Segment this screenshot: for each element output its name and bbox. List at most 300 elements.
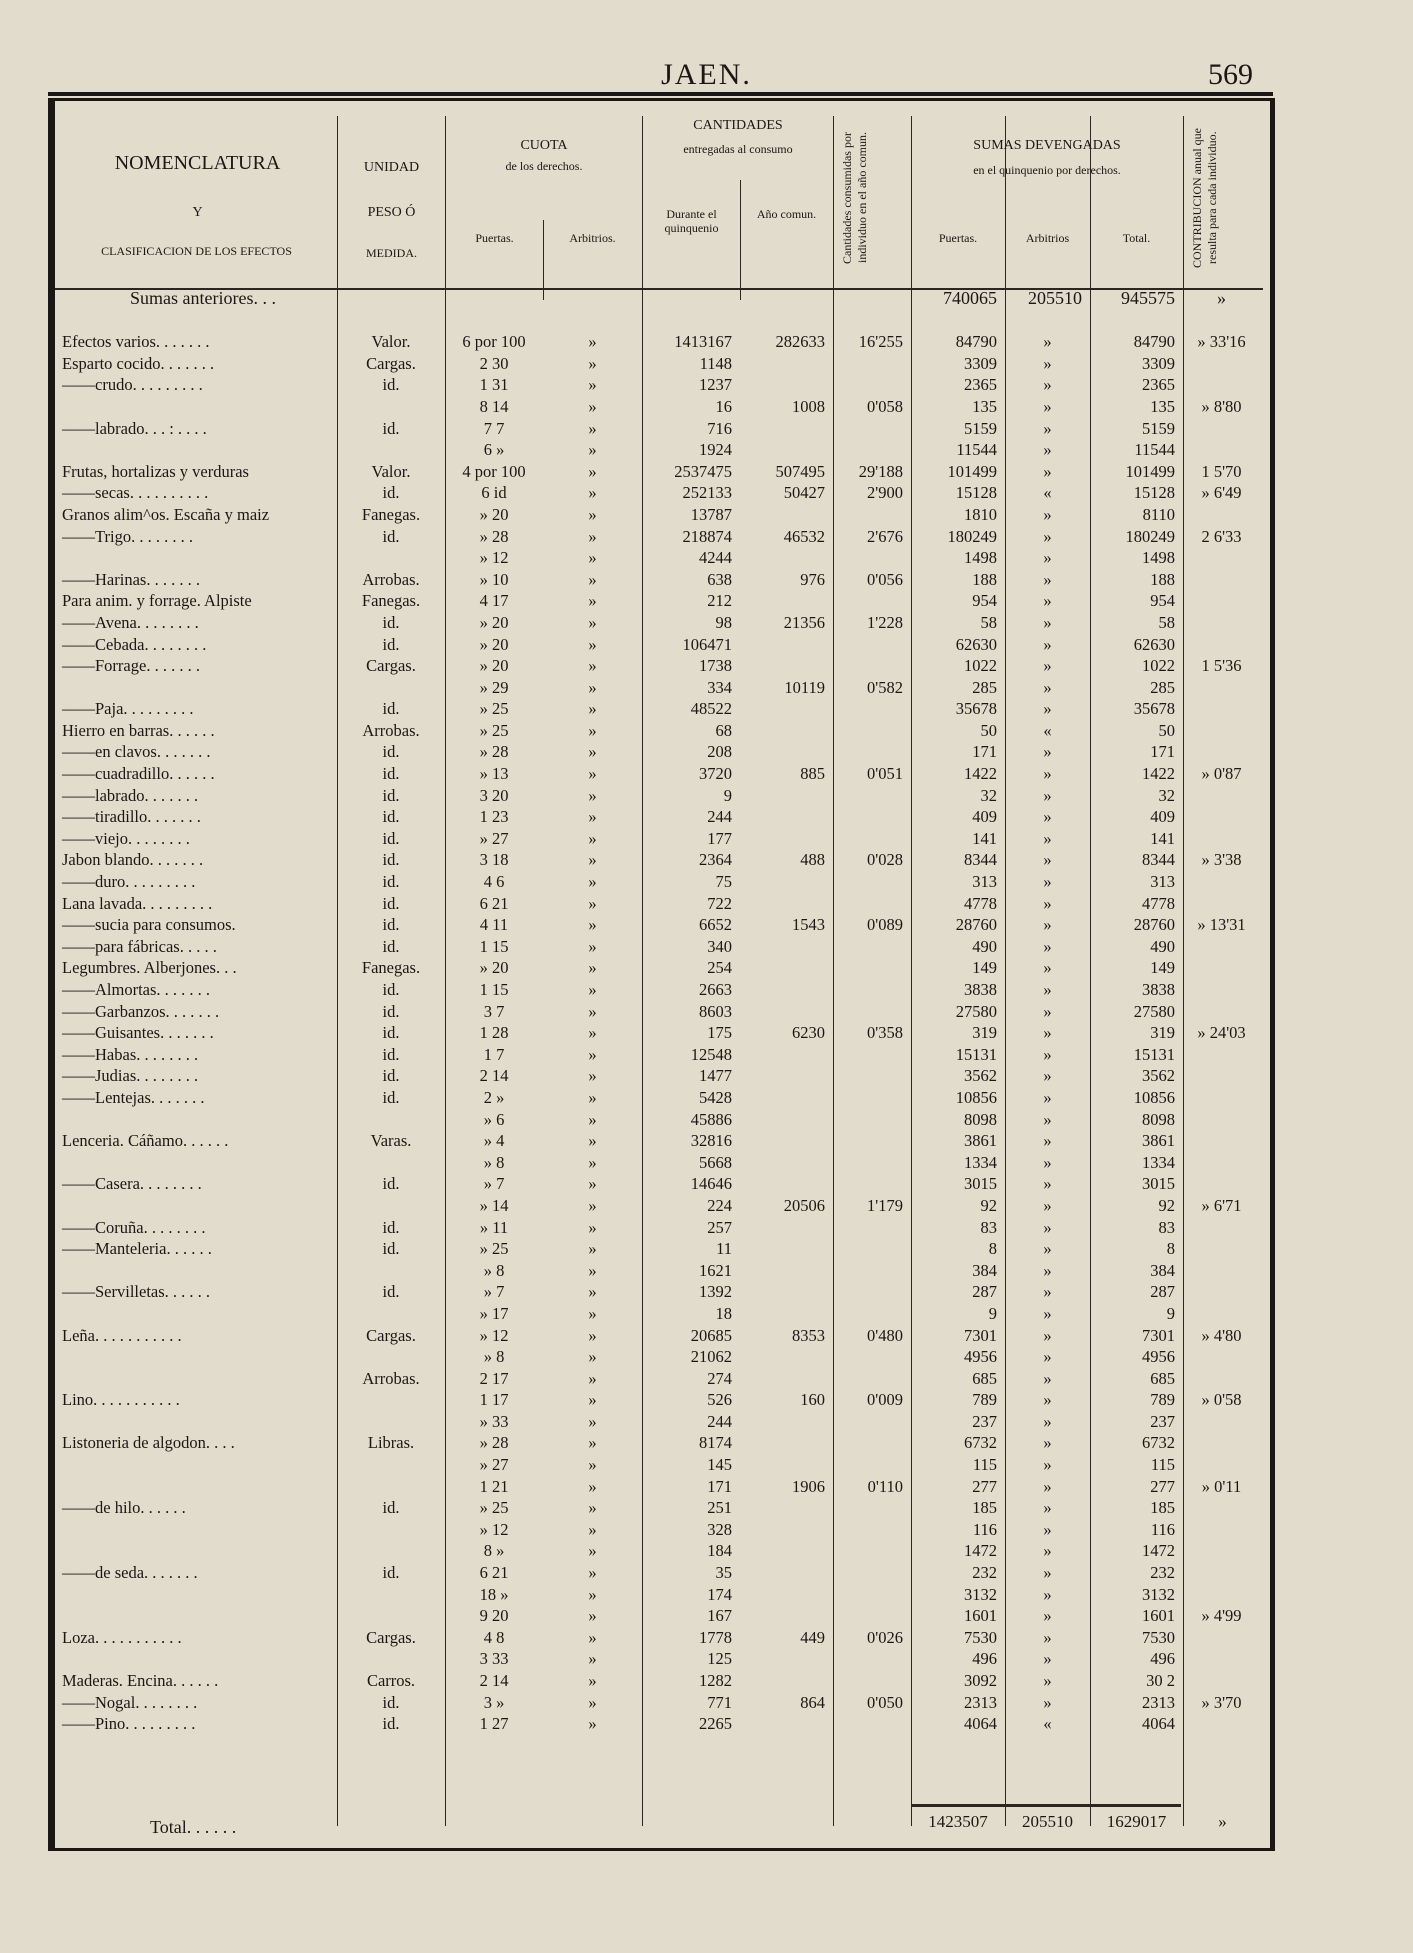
suma-total: 685 bbox=[1150, 1368, 1175, 1388]
header-contribucion: CONTRIBUCION anual que resulta para cada individuo. bbox=[1190, 128, 1219, 268]
cant-quinquenio: 98 bbox=[715, 612, 732, 632]
cuota-puertas: 3 18 bbox=[479, 850, 509, 870]
suma-total: 28760 bbox=[1133, 915, 1175, 935]
suma-arbitrios: » bbox=[1043, 1476, 1052, 1496]
suma-arbitrios: » bbox=[1043, 440, 1052, 460]
cuota-puertas: 1 23 bbox=[479, 807, 509, 827]
cuota-puertas: 6 id bbox=[481, 483, 507, 503]
cant-ano bbox=[740, 1281, 833, 1303]
cuota-arbitrios: » bbox=[588, 1606, 597, 1626]
cant-individuo bbox=[833, 1173, 911, 1195]
header-sumas-puertas: Puertas. bbox=[938, 231, 978, 245]
cant-individuo bbox=[833, 893, 911, 915]
cuota-arbitrios: » bbox=[588, 872, 597, 892]
cant-ano bbox=[740, 1584, 833, 1606]
suma-puertas: 28760 bbox=[955, 915, 997, 935]
suma-puertas bbox=[911, 310, 1005, 332]
suma-total: 15131 bbox=[1133, 1044, 1175, 1064]
unit: id. bbox=[382, 375, 400, 395]
contribucion bbox=[1183, 1260, 1260, 1282]
suma-arbitrios: » bbox=[1043, 1260, 1052, 1280]
unit: id. bbox=[382, 980, 400, 999]
cuota-puertas: 2 14 bbox=[479, 1671, 509, 1690]
suma-total: 27580 bbox=[1133, 1001, 1175, 1021]
contribucion bbox=[1183, 1432, 1260, 1454]
cant-ano: 885 bbox=[800, 764, 825, 784]
item-name: Hierro en barras. . . . . . bbox=[62, 720, 215, 740]
suma-puertas: 3838 bbox=[964, 980, 997, 999]
contribucion: » 4'99 bbox=[1201, 1606, 1242, 1626]
cuota-puertas: » 12 bbox=[479, 548, 509, 568]
cant-individuo: 0'058 bbox=[867, 396, 903, 416]
suma-puertas: 8344 bbox=[964, 850, 997, 870]
suma-puertas: 1810 bbox=[964, 504, 997, 524]
header-cuota-arbitrios: Arbitrios. bbox=[569, 231, 616, 245]
unit: id. bbox=[382, 1217, 400, 1237]
suma-total: 490 bbox=[1150, 936, 1175, 956]
cant-individuo bbox=[833, 720, 911, 742]
cuota-arbitrios: » bbox=[588, 483, 597, 503]
cuota-arbitrios: » bbox=[588, 1649, 597, 1669]
cant-individuo: 0'009 bbox=[867, 1390, 903, 1410]
contribucion bbox=[1183, 893, 1260, 915]
suma-arbitrios: » bbox=[1043, 396, 1052, 416]
unit bbox=[337, 1411, 445, 1433]
contribucion bbox=[1183, 1065, 1260, 1087]
suma-arbitrios: » bbox=[1043, 699, 1052, 719]
suma-total: 277 bbox=[1150, 1476, 1175, 1496]
cant-ano bbox=[740, 785, 833, 807]
cant-quinquenio: 14646 bbox=[690, 1174, 732, 1194]
contribucion bbox=[1183, 1109, 1260, 1131]
cuota-puertas: » 28 bbox=[479, 526, 509, 546]
cuota-arbitrios: » bbox=[588, 1152, 597, 1172]
suma-total: 8344 bbox=[1142, 850, 1175, 870]
suma-total: 7301 bbox=[1142, 1325, 1175, 1345]
suma-arbitrios: » bbox=[1043, 828, 1052, 848]
cant-ano bbox=[740, 634, 833, 656]
suma-puertas: 277 bbox=[972, 1476, 997, 1496]
cant-quinquenio: 1778 bbox=[699, 1627, 732, 1647]
suma-arbitrios: » bbox=[1043, 1411, 1052, 1431]
cuota-arbitrios: » bbox=[588, 1563, 597, 1583]
table-row bbox=[60, 634, 1260, 656]
contribucion bbox=[1183, 1540, 1260, 1562]
header-cantidades-sub: entregadas al consumo bbox=[683, 142, 793, 156]
suma-puertas: 3861 bbox=[964, 1131, 997, 1151]
contribucion bbox=[1183, 374, 1260, 396]
cant-individuo bbox=[833, 936, 911, 958]
unit bbox=[337, 1346, 445, 1368]
contribucion bbox=[1183, 677, 1260, 699]
cuota-arbitrios: » bbox=[588, 1217, 597, 1237]
suma-arbitrios: » bbox=[1043, 850, 1052, 870]
cant-ano: 488 bbox=[800, 850, 825, 870]
cant-ano bbox=[740, 1411, 833, 1433]
table-row bbox=[60, 374, 1260, 396]
cant-quinquenio: 184 bbox=[707, 1541, 732, 1561]
total-label: Total. . . . . . bbox=[150, 1817, 237, 1837]
cant-ano: 1543 bbox=[792, 915, 825, 935]
contribucion bbox=[1183, 741, 1260, 763]
cuota-arbitrios: » bbox=[588, 1001, 597, 1021]
cuota-puertas: 8 » bbox=[483, 1541, 505, 1561]
sumas-anteriores-row bbox=[60, 288, 1260, 310]
cant-quinquenio: 75 bbox=[715, 872, 732, 892]
cuota-puertas: » 28 bbox=[479, 1433, 509, 1453]
unit: id. bbox=[382, 742, 400, 762]
suma-total: 4956 bbox=[1142, 1347, 1175, 1367]
cant-individuo bbox=[833, 1605, 911, 1627]
cant-ano: 50427 bbox=[783, 483, 825, 503]
cant-quinquenio: 167 bbox=[707, 1606, 732, 1626]
suma-puertas: 62630 bbox=[955, 634, 997, 654]
suma-puertas: 4956 bbox=[964, 1347, 997, 1367]
unit: id. bbox=[382, 1066, 400, 1086]
cant-individuo bbox=[833, 1130, 911, 1152]
suma-total: 285 bbox=[1150, 677, 1175, 697]
cant-ano bbox=[740, 418, 833, 440]
suma-total: 1498 bbox=[1142, 548, 1175, 568]
cant-individuo bbox=[833, 1454, 911, 1476]
suma-puertas: 1334 bbox=[964, 1152, 997, 1172]
suma-total: 116 bbox=[1150, 1519, 1175, 1539]
table-row bbox=[60, 418, 1260, 440]
cant-individuo: 0'051 bbox=[867, 764, 903, 784]
cant-individuo bbox=[833, 1260, 911, 1282]
item-name: ——tiradillo. . . . . . . bbox=[62, 807, 201, 827]
item-name: ——Paja. . . . . . . . . bbox=[62, 699, 194, 719]
cuota-arbitrios: » bbox=[588, 1066, 597, 1086]
contribucion: » 0'11 bbox=[1201, 1476, 1242, 1496]
cant-ano bbox=[740, 655, 833, 677]
cuota-arbitrios: » bbox=[588, 1519, 597, 1539]
cant-quinquenio: 21062 bbox=[690, 1347, 732, 1367]
suma-arbitrios: » bbox=[1043, 980, 1052, 999]
cuota-puertas: 1 15 bbox=[479, 980, 509, 999]
cant-individuo bbox=[833, 590, 911, 612]
table-row bbox=[60, 612, 1260, 634]
cant-ano: 507495 bbox=[775, 461, 825, 481]
cuota-puertas: » 20 bbox=[479, 958, 509, 978]
cuota-arbitrios: » bbox=[588, 742, 597, 762]
contribucion bbox=[1183, 936, 1260, 958]
item-name bbox=[60, 1540, 337, 1562]
cuota-puertas: » 14 bbox=[479, 1195, 509, 1215]
cuota-puertas: 2 17 bbox=[479, 1368, 509, 1388]
cant-individuo: 29'188 bbox=[858, 461, 903, 481]
unit: id. bbox=[382, 1044, 400, 1064]
cuota-arbitrios: » bbox=[588, 332, 597, 352]
cuota-puertas: » 10 bbox=[479, 569, 509, 589]
suma-arbitrios: » bbox=[1043, 504, 1052, 524]
contribucion bbox=[1183, 569, 1260, 591]
unit bbox=[337, 1584, 445, 1606]
cant-quinquenio: 32816 bbox=[690, 1131, 732, 1151]
suma-total: 35678 bbox=[1133, 699, 1175, 719]
cant-quinquenio: 16 bbox=[715, 396, 732, 416]
table-row bbox=[60, 1109, 1260, 1131]
cant-quinquenio: 45886 bbox=[690, 1109, 732, 1129]
cant-ano bbox=[740, 1044, 833, 1066]
suma-arbitrios: » bbox=[1043, 1174, 1052, 1194]
suma-arbitrios: » bbox=[1043, 1282, 1052, 1302]
cuota-puertas: 3 » bbox=[483, 1692, 505, 1712]
table-row bbox=[60, 1195, 1260, 1217]
unit: id. bbox=[382, 1023, 400, 1043]
suma-puertas: 7301 bbox=[964, 1325, 997, 1345]
unit: id. bbox=[382, 1498, 400, 1518]
cant-quinquenio: 6652 bbox=[699, 915, 732, 935]
cuota-puertas: » 20 bbox=[479, 656, 509, 676]
contribucion bbox=[1183, 871, 1260, 893]
cant-quinquenio: 638 bbox=[707, 569, 732, 589]
cant-quinquenio: 1282 bbox=[699, 1671, 732, 1690]
suma-arbitrios: » bbox=[1043, 1671, 1052, 1690]
unit: Cargas. bbox=[366, 353, 416, 373]
suma-total: 319 bbox=[1150, 1023, 1175, 1043]
cuota-puertas: 2 30 bbox=[479, 353, 509, 373]
cuota-puertas: » 28 bbox=[479, 742, 509, 762]
unit bbox=[337, 1152, 445, 1174]
item-name: ——Habas. . . . . . . . bbox=[62, 1044, 199, 1064]
cuota-arbitrios: » bbox=[588, 1584, 597, 1604]
cant-ano: 976 bbox=[800, 569, 825, 589]
cant-quinquenio: 526 bbox=[707, 1390, 732, 1410]
page-number: 569 bbox=[1208, 58, 1253, 91]
header-cuota-puertas: Puertas. bbox=[475, 231, 514, 245]
suma-arbitrios: » bbox=[1043, 807, 1052, 827]
cuota-arbitrios: » bbox=[588, 612, 597, 632]
cant-individuo: 2'676 bbox=[867, 526, 903, 546]
item-name: Leña. . . . . . . . . . . bbox=[62, 1325, 182, 1345]
table-row bbox=[60, 828, 1260, 850]
contribucion: » 33'16 bbox=[1197, 332, 1246, 352]
cant-individuo bbox=[833, 1065, 911, 1087]
cuota-arbitrios: » bbox=[588, 569, 597, 589]
suma-puertas: 58 bbox=[980, 612, 997, 632]
item-name bbox=[60, 1476, 337, 1498]
cuota-puertas: 1 7 bbox=[483, 1044, 505, 1064]
cuota-arbitrios: » bbox=[588, 785, 597, 805]
suma-total: 789 bbox=[1150, 1390, 1175, 1410]
suma-arbitrios: « bbox=[1043, 1714, 1052, 1734]
total-total: 1629017 bbox=[1106, 1812, 1167, 1831]
item-name: ——Nogal. . . . . . . . bbox=[62, 1692, 198, 1712]
cant-ano bbox=[740, 353, 833, 375]
table-row bbox=[60, 655, 1260, 677]
item-name bbox=[60, 1411, 337, 1433]
unit: id. bbox=[382, 764, 400, 784]
cant-individuo bbox=[833, 806, 911, 828]
suma-puertas: 496 bbox=[972, 1649, 997, 1669]
cant-ano bbox=[740, 1432, 833, 1454]
cuota-arbitrios: » bbox=[588, 980, 597, 999]
suma-total: 954 bbox=[1150, 591, 1175, 611]
suma-total: 8110 bbox=[1142, 504, 1175, 524]
unit: id. bbox=[382, 1563, 400, 1583]
unit: Arrobas. bbox=[362, 1368, 420, 1388]
unit: Cargas. bbox=[366, 656, 416, 676]
cant-individuo bbox=[833, 310, 911, 332]
header-y: Y bbox=[192, 205, 203, 220]
header-sumas-arbitrios: Arbitrios bbox=[1025, 231, 1070, 245]
cuota-puertas: 7 7 bbox=[483, 418, 505, 438]
unit bbox=[337, 547, 445, 569]
unit bbox=[337, 1519, 445, 1541]
cuota-arbitrios: » bbox=[588, 461, 597, 481]
contribucion: » 4'80 bbox=[1201, 1325, 1242, 1345]
item-name: ——crudo. . . . . . . . . bbox=[62, 375, 203, 395]
suma-arbitrios: » bbox=[1043, 1152, 1052, 1172]
suma-puertas: 35678 bbox=[955, 699, 997, 719]
cant-ano bbox=[740, 1065, 833, 1087]
suma-arbitrios: » bbox=[1043, 1606, 1052, 1626]
suma-total: 84790 bbox=[1133, 332, 1175, 352]
cuota-arbitrios: » bbox=[588, 1325, 597, 1345]
contribucion bbox=[1183, 785, 1260, 807]
suma-total: 3838 bbox=[1142, 980, 1175, 999]
suma-puertas: 319 bbox=[972, 1023, 997, 1043]
cant-ano bbox=[740, 741, 833, 763]
item-name bbox=[60, 1584, 337, 1606]
unit: id. bbox=[382, 1174, 400, 1194]
unit bbox=[337, 1540, 445, 1562]
cant-individuo bbox=[833, 1044, 911, 1066]
suma-arbitrios: » bbox=[1043, 1325, 1052, 1345]
suma-total: 9 bbox=[1166, 1303, 1175, 1323]
cuota-puertas: 4 17 bbox=[479, 591, 509, 611]
suma-arbitrios: » bbox=[1043, 915, 1052, 935]
cuota-arbitrios: » bbox=[588, 1627, 597, 1647]
cant-quinquenio: 106471 bbox=[682, 634, 732, 654]
suma-arbitrios: » bbox=[1043, 1627, 1052, 1647]
cuota-puertas bbox=[445, 310, 543, 332]
item-name: Frutas, hortalizas y verduras bbox=[62, 461, 249, 481]
cant-individuo bbox=[833, 1109, 911, 1131]
top-rule bbox=[48, 92, 1273, 96]
unit bbox=[337, 1303, 445, 1325]
cuota-arbitrios: » bbox=[588, 1498, 597, 1518]
cuota-puertas: 6 » bbox=[483, 440, 505, 460]
col-sep bbox=[740, 180, 741, 300]
suma-puertas: 2365 bbox=[964, 375, 997, 395]
suma-arbitrios: » bbox=[1043, 1390, 1052, 1410]
unit bbox=[337, 1648, 445, 1670]
table-row bbox=[60, 849, 1260, 871]
suma-total: 180249 bbox=[1125, 526, 1175, 546]
item-name: Legumbres. Alberjones. . . bbox=[62, 958, 237, 978]
table-row bbox=[60, 957, 1260, 979]
unit: Libras. bbox=[367, 1433, 415, 1453]
suma-total: 62630 bbox=[1133, 634, 1175, 654]
table-row bbox=[60, 1087, 1260, 1109]
suma-total: 4064 bbox=[1142, 1714, 1175, 1734]
contribucion: » 6'49 bbox=[1201, 483, 1242, 503]
cant-individuo bbox=[833, 547, 911, 569]
suma-total: 149 bbox=[1150, 958, 1175, 978]
suma-total: 1422 bbox=[1142, 764, 1175, 784]
unit bbox=[337, 1195, 445, 1217]
cuota-puertas: » 17 bbox=[479, 1303, 509, 1323]
suma-arbitrios: » bbox=[1043, 634, 1052, 654]
unit: id. bbox=[382, 850, 400, 870]
contribucion bbox=[1183, 1238, 1260, 1260]
table-row bbox=[60, 1476, 1260, 1498]
suma-puertas: 789 bbox=[972, 1390, 997, 1410]
suma-total: 287 bbox=[1150, 1282, 1175, 1302]
contribucion: » 6'71 bbox=[1201, 1195, 1242, 1215]
cant-quinquenio: 13787 bbox=[690, 504, 732, 524]
contribucion bbox=[1183, 1584, 1260, 1606]
cuota-arbitrios: » bbox=[588, 1692, 597, 1712]
cant-ano bbox=[740, 979, 833, 1001]
suma-arbitrios: » bbox=[1043, 742, 1052, 762]
suma-puertas: 490 bbox=[972, 936, 997, 956]
table-row bbox=[60, 1173, 1260, 1195]
unit: Arrobas. bbox=[362, 569, 420, 589]
cuota-puertas: » 13 bbox=[479, 764, 509, 784]
cuota-puertas: » 7 bbox=[483, 1174, 505, 1194]
table-row bbox=[60, 1001, 1260, 1023]
unit: id. bbox=[382, 1087, 400, 1107]
cant-quinquenio: 257 bbox=[707, 1217, 732, 1237]
suma-total: 3861 bbox=[1142, 1131, 1175, 1151]
cuota-puertas: 3 33 bbox=[479, 1649, 509, 1669]
cant-ano: 864 bbox=[800, 1692, 825, 1712]
suma-total: 188 bbox=[1150, 569, 1175, 589]
suma-total: 313 bbox=[1150, 872, 1175, 892]
contribucion bbox=[1183, 1519, 1260, 1541]
header-durante: Durante el quinquenio bbox=[664, 207, 719, 235]
unit bbox=[337, 1454, 445, 1476]
suma-total: 185 bbox=[1150, 1498, 1175, 1518]
contribucion: 1 5'70 bbox=[1201, 461, 1242, 481]
item-name: Esparto cocido. . . . . . . bbox=[62, 353, 215, 373]
suma-puertas: 5159 bbox=[964, 418, 997, 438]
table-row bbox=[60, 871, 1260, 893]
contribucion bbox=[1183, 1648, 1260, 1670]
cant-individuo: 0'026 bbox=[867, 1627, 903, 1647]
suma-puertas: 3015 bbox=[964, 1174, 997, 1194]
item-name: ——labrado. . . : . . . . bbox=[62, 418, 207, 438]
unit bbox=[337, 1476, 445, 1498]
suma-puertas: 3092 bbox=[964, 1671, 997, 1690]
suma-arbitrios: » bbox=[1043, 1347, 1052, 1367]
cuota-arbitrios: » bbox=[588, 1303, 597, 1323]
cant-individuo bbox=[833, 374, 911, 396]
table-row bbox=[60, 396, 1260, 418]
header-peso: PESO Ó bbox=[367, 205, 416, 220]
table-row bbox=[60, 1065, 1260, 1087]
item-name: ——Almortas. . . . . . . bbox=[62, 980, 211, 999]
total-arbitrios: 205510 bbox=[1022, 1812, 1073, 1831]
cuota-puertas: » 11 bbox=[479, 1217, 509, 1237]
suma-total: 30 2 bbox=[1146, 1671, 1175, 1690]
table-row bbox=[60, 1713, 1260, 1735]
cant-ano: 449 bbox=[800, 1627, 825, 1647]
item-name: Para anim. y forrage. Alpiste bbox=[62, 591, 252, 611]
contribucion bbox=[1183, 957, 1260, 979]
item-name: ——Avena. . . . . . . . bbox=[62, 612, 199, 632]
cuota-arbitrios: » bbox=[588, 1131, 597, 1151]
cant-individuo: 0'028 bbox=[867, 850, 903, 870]
cuota-arbitrios: » bbox=[588, 353, 597, 373]
suma-puertas: 1601 bbox=[964, 1606, 997, 1626]
cant-ano: 10119 bbox=[784, 677, 825, 697]
cant-ano bbox=[740, 1130, 833, 1152]
cant-ano bbox=[740, 936, 833, 958]
